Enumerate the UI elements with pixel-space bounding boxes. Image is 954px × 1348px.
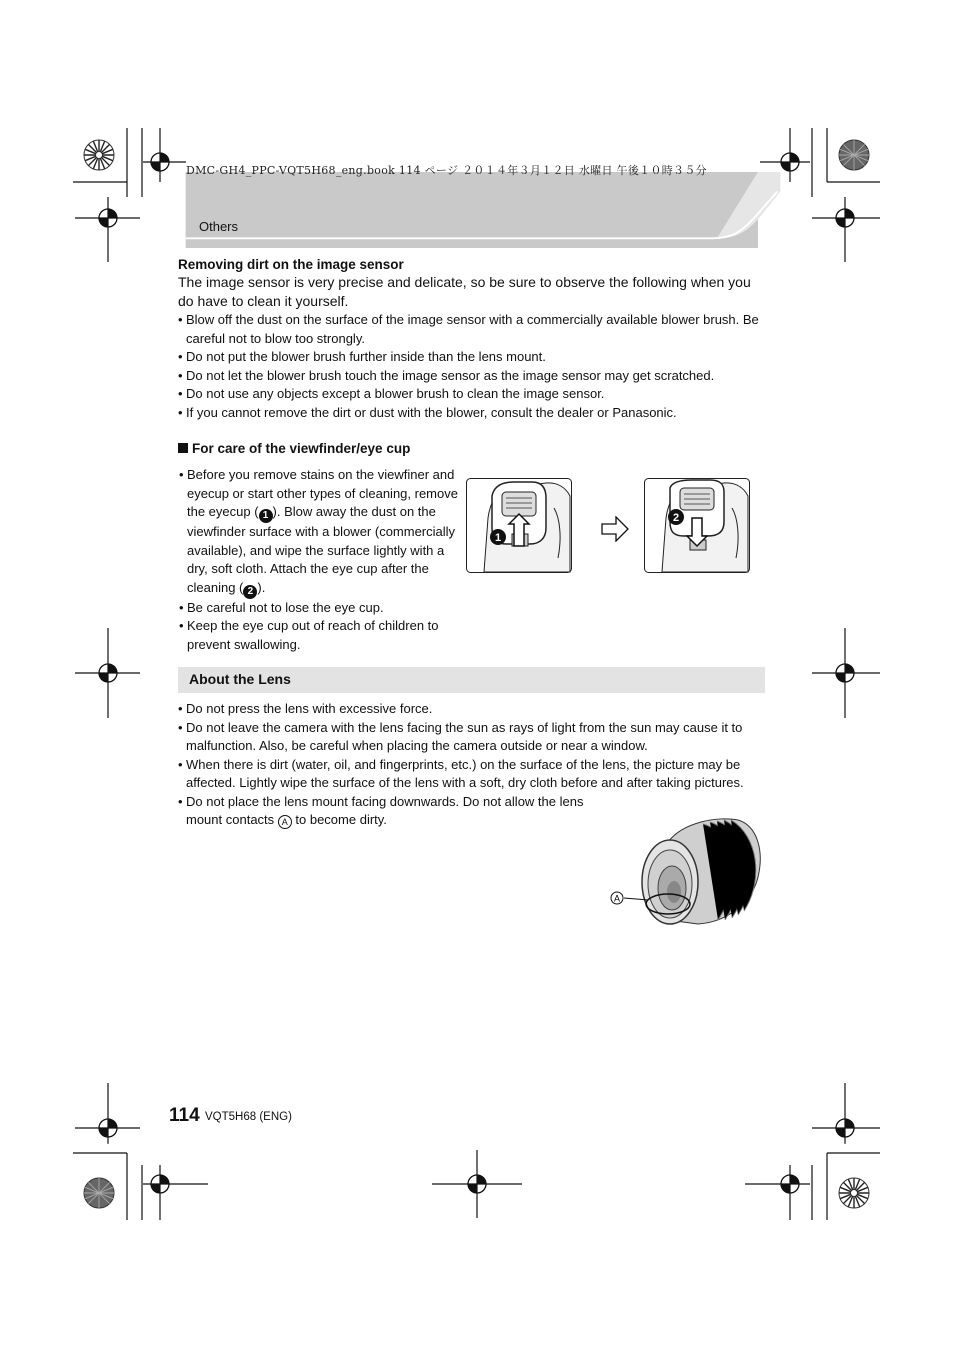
marker-a: A: [278, 815, 292, 829]
list-item: • If you cannot remove the dirt or dust with the blower, consult the dealer or Panasonic.: [178, 404, 768, 423]
list-item: • Do not let the blower brush touch the image sensor as the image sensor may get scratched.: [178, 367, 768, 386]
list-item: • Do not place the lens mount facing downwards. Do not allow the lens mount contacts A to become dirty.: [178, 793, 586, 830]
eyecup-attach-illustration: [644, 478, 750, 573]
print-slug: DMC-GH4_PPC-VQT5H68_eng.book 114 ページ ２０１４年３月１２日 水曜日 午後１０時３５分: [186, 164, 707, 177]
right-arrow-icon: [601, 516, 629, 542]
list-item: • When there is dirt (water, oil, and fingerprints, etc.) on the surface of the lens, the picture may be affected. Lightly wipe the surface of the lens with a soft, dry cloth before and after taking pictures.: [178, 756, 768, 793]
list-item: • Do not use any objects except a blower brush to clean the image sensor.: [178, 385, 768, 404]
page-number: 114: [169, 1105, 200, 1126]
step-1-badge: 1: [259, 509, 273, 523]
list-item: • Keep the eye cup out of reach of children to prevent swallowing.: [179, 617, 459, 654]
sensor-heading: Removing dirt on the image sensor: [178, 257, 404, 272]
list-item: • Before you remove stains on the viewfiner and eyecup or start other types of cleaning, remove the eyecup ( 1 ). Blow away the dust on the viewfinder surface with a blower (commercially available), and wipe the surface lightly with a dry, soft cloth. Attach the eye cup after the cleaning ( 2 ).: [179, 466, 459, 599]
section-label: Others: [199, 219, 239, 234]
eyecup-remove-illustration: [466, 478, 572, 573]
step-1-label: 1: [494, 532, 502, 544]
header-band: [178, 172, 788, 250]
step-2-label: 2: [672, 512, 680, 524]
viewfinder-list: [179, 466, 459, 654]
sensor-list: [178, 311, 768, 422]
list-item: • Do not put the blower brush further inside than the lens mount.: [178, 348, 768, 367]
square-bullet-icon: [178, 443, 188, 453]
marker-a-label: A: [613, 893, 621, 904]
viewfinder-heading: For care of the viewfinder/eye cup: [178, 441, 410, 456]
list-item: • Do not press the lens with excessive force.: [178, 700, 768, 719]
list-item: • Be careful not to lose the eye cup.: [179, 599, 459, 618]
sensor-intro: The image sensor is very precise and delicate, so be sure to observe the following when you do have to clean it yourself.: [178, 274, 751, 309]
lens-illustration: [608, 812, 768, 932]
lens-list: [178, 700, 768, 830]
list-item: • Blow off the dust on the surface of the image sensor with a commercially available blower brush. Be careful not to blow too strongly.: [178, 311, 768, 348]
list-item: • Do not leave the camera with the lens facing the sun as rays of light from the sun may cause it to malfunction. Also, be careful when placing the camera outside or near a window.: [178, 719, 768, 756]
lens-section-heading: About the Lens: [178, 667, 765, 693]
step-2-badge: 2: [243, 585, 257, 599]
model-code: VQT5H68 (ENG): [205, 1111, 292, 1123]
